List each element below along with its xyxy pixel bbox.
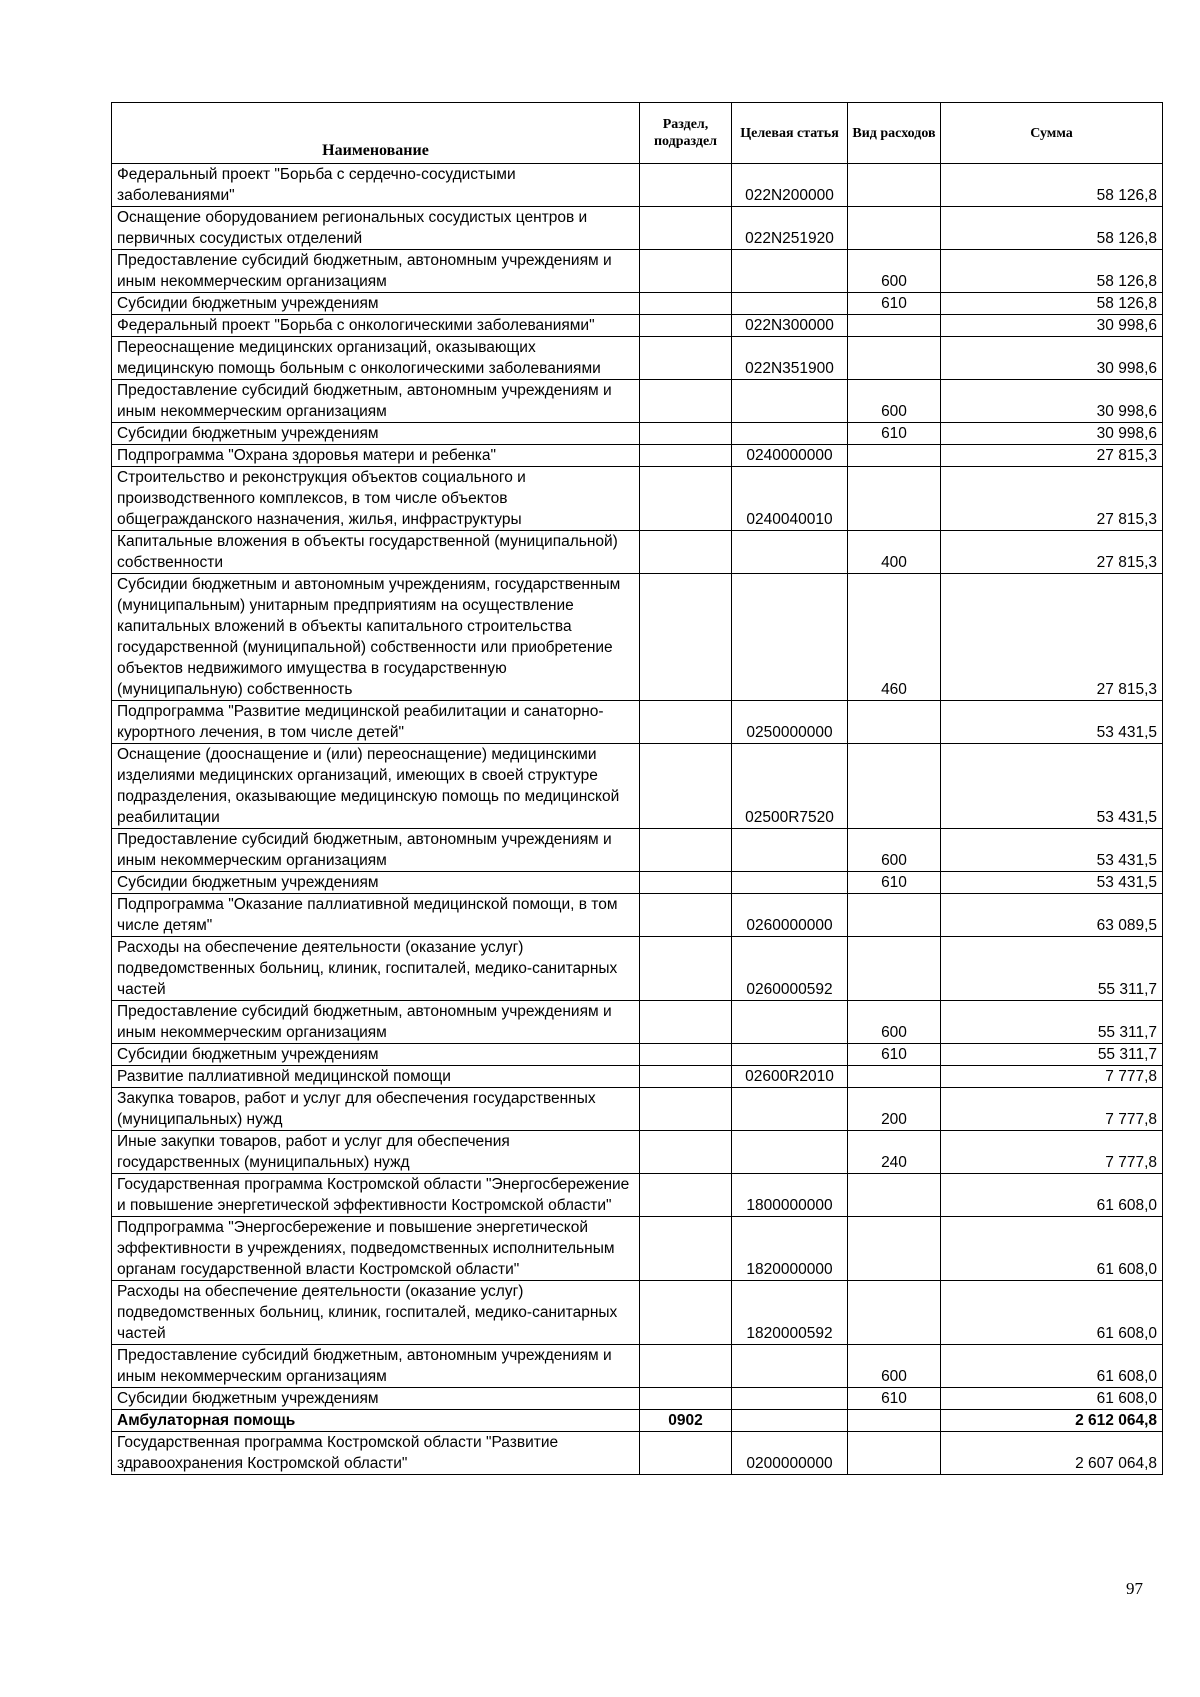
cell-kind	[848, 744, 941, 829]
cell-kind: 600	[848, 380, 941, 423]
cell-name: Подпрограмма "Охрана здоровья матери и ребенка"	[112, 445, 640, 467]
cell-section	[640, 1432, 732, 1475]
cell-section	[640, 293, 732, 315]
cell-article: 022N300000	[732, 315, 848, 337]
cell-article	[732, 872, 848, 894]
cell-section	[640, 207, 732, 250]
table-row	[112, 423, 1163, 445]
cell-name: Субсидии бюджетным учреждениям	[112, 293, 640, 315]
cell-section	[640, 315, 732, 337]
cell-section	[640, 467, 732, 531]
cell-article: 0250000000	[732, 701, 848, 744]
cell-kind: 460	[848, 574, 941, 701]
cell-article: 0260000000	[732, 894, 848, 937]
table-row	[112, 1088, 1163, 1131]
cell-name: Развитие паллиативной медицинской помощи	[112, 1066, 640, 1088]
cell-kind	[848, 894, 941, 937]
cell-sum: 30 998,6	[941, 380, 1163, 423]
table-row	[112, 164, 1163, 207]
cell-article	[732, 423, 848, 445]
cell-kind: 610	[848, 1388, 941, 1410]
cell-article	[732, 574, 848, 701]
cell-name: Оснащение оборудованием региональных сосудистых центров и первичных сосудистых отделений	[112, 207, 640, 250]
table-row	[112, 1410, 1163, 1432]
cell-sum: 61 608,0	[941, 1174, 1163, 1217]
cell-article	[732, 1410, 848, 1432]
table-row	[112, 1001, 1163, 1044]
cell-kind	[848, 701, 941, 744]
cell-sum: 58 126,8	[941, 164, 1163, 207]
cell-name: Субсидии бюджетным учреждениям	[112, 872, 640, 894]
cell-name: Амбулаторная помощь	[112, 1410, 640, 1432]
cell-article: 0200000000	[732, 1432, 848, 1475]
table-row	[112, 1131, 1163, 1174]
cell-section	[640, 531, 732, 574]
cell-article: 022N200000	[732, 164, 848, 207]
table-row	[112, 894, 1163, 937]
cell-kind	[848, 467, 941, 531]
cell-section	[640, 744, 732, 829]
header-kind: Вид расходов	[848, 103, 941, 164]
cell-section	[640, 701, 732, 744]
cell-section	[640, 1281, 732, 1345]
cell-article: 02600R2010	[732, 1066, 848, 1088]
cell-sum: 27 815,3	[941, 574, 1163, 701]
cell-sum: 27 815,3	[941, 531, 1163, 574]
cell-kind	[848, 164, 941, 207]
cell-kind	[848, 1066, 941, 1088]
cell-sum: 61 608,0	[941, 1345, 1163, 1388]
table-row	[112, 1174, 1163, 1217]
cell-section	[640, 250, 732, 293]
cell-article: 02500R7520	[732, 744, 848, 829]
cell-kind	[848, 207, 941, 250]
table-row	[112, 337, 1163, 380]
cell-name: Строительство и реконструкция объектов социального и производственного комплексов, в том числе объектов общегражданского назначения, жилья, инфраструктуры	[112, 467, 640, 531]
cell-sum: 2 612 064,8	[941, 1410, 1163, 1432]
cell-sum: 7 777,8	[941, 1131, 1163, 1174]
table-row	[112, 315, 1163, 337]
cell-section	[640, 1066, 732, 1088]
cell-kind: 240	[848, 1131, 941, 1174]
table-row	[112, 1388, 1163, 1410]
cell-section	[640, 1388, 732, 1410]
cell-sum: 2 607 064,8	[941, 1432, 1163, 1475]
table-row	[112, 467, 1163, 531]
cell-kind	[848, 445, 941, 467]
cell-article	[732, 1088, 848, 1131]
cell-sum: 7 777,8	[941, 1088, 1163, 1131]
cell-section	[640, 894, 732, 937]
cell-name: Федеральный проект "Борьба с онкологическими заболеваниями"	[112, 315, 640, 337]
table-row	[112, 829, 1163, 872]
cell-article: 1800000000	[732, 1174, 848, 1217]
cell-article: 022N251920	[732, 207, 848, 250]
cell-sum: 27 815,3	[941, 445, 1163, 467]
cell-section	[640, 1345, 732, 1388]
cell-name: Предоставление субсидий бюджетным, автономным учреждениям и иным некоммерческим организациям	[112, 380, 640, 423]
cell-kind: 610	[848, 872, 941, 894]
cell-sum: 61 608,0	[941, 1388, 1163, 1410]
cell-kind	[848, 1217, 941, 1281]
cell-sum: 55 311,7	[941, 937, 1163, 1001]
cell-sum: 61 608,0	[941, 1217, 1163, 1281]
cell-article: 1820000592	[732, 1281, 848, 1345]
cell-article	[732, 380, 848, 423]
cell-kind: 610	[848, 423, 941, 445]
budget-table	[111, 102, 1163, 1475]
table-row	[112, 872, 1163, 894]
cell-kind: 600	[848, 250, 941, 293]
cell-sum: 53 431,5	[941, 744, 1163, 829]
cell-section	[640, 937, 732, 1001]
page-number: 97	[1126, 1579, 1143, 1598]
table-body	[112, 164, 1163, 1475]
table-row	[112, 380, 1163, 423]
cell-name: Предоставление субсидий бюджетным, автономным учреждениям и иным некоммерческим организациям	[112, 1345, 640, 1388]
cell-name: Переоснащение медицинских организаций, оказывающих медицинскую помощь больным с онкологическими заболеваниями	[112, 337, 640, 380]
cell-kind	[848, 337, 941, 380]
table-row	[112, 701, 1163, 744]
cell-article	[732, 1345, 848, 1388]
table-row	[112, 1044, 1163, 1066]
cell-kind	[848, 1281, 941, 1345]
cell-kind	[848, 1410, 941, 1432]
table-header-row	[112, 103, 1163, 164]
table-row	[112, 744, 1163, 829]
cell-article	[732, 829, 848, 872]
table-row	[112, 1217, 1163, 1281]
header-section: Раздел, подраздел	[640, 103, 732, 164]
cell-article: 0240000000	[732, 445, 848, 467]
cell-kind	[848, 1174, 941, 1217]
cell-sum: 27 815,3	[941, 467, 1163, 531]
cell-article	[732, 250, 848, 293]
table-row	[112, 445, 1163, 467]
cell-name: Субсидии бюджетным учреждениям	[112, 423, 640, 445]
cell-section	[640, 1044, 732, 1066]
cell-name: Предоставление субсидий бюджетным, автономным учреждениям и иным некоммерческим организациям	[112, 1001, 640, 1044]
cell-sum: 58 126,8	[941, 250, 1163, 293]
cell-article: 0260000592	[732, 937, 848, 1001]
cell-article: 022N351900	[732, 337, 848, 380]
table-row	[112, 293, 1163, 315]
cell-sum: 30 998,6	[941, 423, 1163, 445]
cell-name: Расходы на обеспечение деятельности (оказание услуг) подведомственных больниц, клиник, госпиталей, медико-санитарных частей	[112, 1281, 640, 1345]
cell-sum: 53 431,5	[941, 701, 1163, 744]
cell-article	[732, 293, 848, 315]
table-row	[112, 250, 1163, 293]
table-row	[112, 1432, 1163, 1475]
table-row	[112, 574, 1163, 701]
cell-sum: 30 998,6	[941, 315, 1163, 337]
cell-kind: 200	[848, 1088, 941, 1131]
cell-section: 0902	[640, 1410, 732, 1432]
cell-sum: 53 431,5	[941, 872, 1163, 894]
cell-article	[732, 531, 848, 574]
cell-kind	[848, 315, 941, 337]
cell-section	[640, 574, 732, 701]
cell-section	[640, 1174, 732, 1217]
header-sum: Сумма	[941, 103, 1163, 164]
cell-section	[640, 423, 732, 445]
cell-section	[640, 1217, 732, 1281]
cell-kind: 610	[848, 1044, 941, 1066]
table-row	[112, 1066, 1163, 1088]
cell-section	[640, 829, 732, 872]
cell-sum: 55 311,7	[941, 1001, 1163, 1044]
cell-name: Федеральный проект "Борьба с сердечно-сосудистыми заболеваниями"	[112, 164, 640, 207]
cell-kind: 610	[848, 293, 941, 315]
cell-kind: 400	[848, 531, 941, 574]
cell-sum: 30 998,6	[941, 337, 1163, 380]
cell-section	[640, 1131, 732, 1174]
cell-kind: 600	[848, 1345, 941, 1388]
cell-sum: 63 089,5	[941, 894, 1163, 937]
cell-kind	[848, 937, 941, 1001]
table-row	[112, 1345, 1163, 1388]
cell-name: Оснащение (дооснащение и (или) переоснащение) медицинскими изделиями медицинских организаций, имеющих в своей структуре подразделения, оказывающие медицинскую помощь по медицинской реабилитации	[112, 744, 640, 829]
cell-section	[640, 445, 732, 467]
cell-name: Субсидии бюджетным и автономным учреждениям, государственным (муниципальным) унитарным предприятиям на осуществление капитальных вложений в объекты капитального строительства государственной (муниципальной) собственности или приобретение объектов недвижимого имущества в государственную (муниципальную) собственность	[112, 574, 640, 701]
cell-sum: 53 431,5	[941, 829, 1163, 872]
cell-name: Закупка товаров, работ и услуг для обеспечения государственных (муниципальных) нужд	[112, 1088, 640, 1131]
cell-article: 0240040010	[732, 467, 848, 531]
cell-section	[640, 164, 732, 207]
header-article: Целевая статья	[732, 103, 848, 164]
cell-name: Подпрограмма "Энергосбережение и повышение энергетической эффективности в учреждениях, подведомственных исполнительным органам государственной власти Костромской области"	[112, 1217, 640, 1281]
table-row	[112, 207, 1163, 250]
cell-name: Предоставление субсидий бюджетным, автономным учреждениям и иным некоммерческим организациям	[112, 829, 640, 872]
cell-name: Подпрограмма "Оказание паллиативной медицинской помощи, в том числе детям"	[112, 894, 640, 937]
cell-name: Расходы на обеспечение деятельности (оказание услуг) подведомственных больниц, клиник, госпиталей, медико-санитарных частей	[112, 937, 640, 1001]
cell-article	[732, 1388, 848, 1410]
cell-article	[732, 1001, 848, 1044]
cell-kind: 600	[848, 829, 941, 872]
cell-name: Иные закупки товаров, работ и услуг для обеспечения государственных (муниципальных) нужд	[112, 1131, 640, 1174]
header-name: Наименование	[112, 103, 640, 164]
cell-name: Капитальные вложения в объекты государственной (муниципальной) собственности	[112, 531, 640, 574]
cell-sum: 58 126,8	[941, 293, 1163, 315]
cell-name: Предоставление субсидий бюджетным, автономным учреждениям и иным некоммерческим организациям	[112, 250, 640, 293]
cell-kind: 600	[848, 1001, 941, 1044]
cell-name: Государственная программа Костромской области "Развитие здравоохранения Костромской области"	[112, 1432, 640, 1475]
cell-section	[640, 872, 732, 894]
cell-section	[640, 1001, 732, 1044]
cell-name: Подпрограмма "Развитие медицинской реабилитации и санаторно-курортного лечения, в том числе детей"	[112, 701, 640, 744]
cell-sum: 55 311,7	[941, 1044, 1163, 1066]
cell-article: 1820000000	[732, 1217, 848, 1281]
cell-section	[640, 337, 732, 380]
cell-sum: 58 126,8	[941, 207, 1163, 250]
cell-kind	[848, 1432, 941, 1475]
table-row	[112, 531, 1163, 574]
cell-section	[640, 380, 732, 423]
cell-name: Субсидии бюджетным учреждениям	[112, 1044, 640, 1066]
cell-sum: 61 608,0	[941, 1281, 1163, 1345]
table-row	[112, 937, 1163, 1001]
cell-name: Государственная программа Костромской области "Энергосбережение и повышение энергетической эффективности Костромской области"	[112, 1174, 640, 1217]
cell-article	[732, 1131, 848, 1174]
cell-section	[640, 1088, 732, 1131]
cell-sum: 7 777,8	[941, 1066, 1163, 1088]
cell-name: Субсидии бюджетным учреждениям	[112, 1388, 640, 1410]
table-row	[112, 1281, 1163, 1345]
cell-article	[732, 1044, 848, 1066]
